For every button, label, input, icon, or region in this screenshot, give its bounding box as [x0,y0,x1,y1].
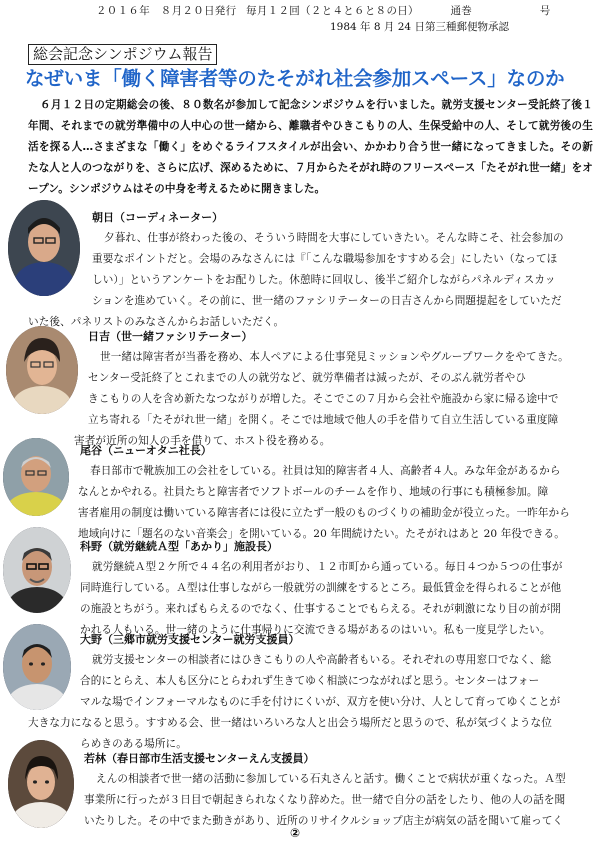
speaker-text-ohno-tail [28,713,552,755]
number-label: 号 [539,5,551,17]
text-line: 合的にとらえ、本人も区分にとらわれず生きてゆく相談につながればと思う。センターはフォー [80,675,540,687]
text-line: きこもりの人を含め新たなつながりが増した。そこでこの７月から会社や施設から家に帰る途中で [88,393,559,405]
text-line: 就労継続Ａ型２ケ所で４４名の利用者がおり、１２市町から通っている。毎日４つか５つの仕事が [92,561,563,573]
text-line: 大きな力になると思う。すすめる会、世一緒はいろいろな人と出会う場所だと思うので、私が気づくような位 [28,717,552,729]
speaker-photo-hiyoshi [6,326,78,414]
text-line: 世一緒は障害者が当番を務め、本人ペアによる仕事発見ミッションやグループワークをやてきた。 [100,351,569,363]
intro-paragraph: ６月１２日の定期総会の後、８０数名が参加して記念シンポジウムを行いました。就労支援センター受託終了後１年間、それまでの就労準備中の人中心の世一緒から、離職者やひきこもりの人、生保受給中の人、そして就労後の生活を探る人…さまざまな「働く」をめぐるライフスタイルが出会い、かかわり合う世一緒になってきました。その新たな人と人のつながりを、さらに広げ、深めるために、７月からたそがれ時のフリースペース「たそがれ世一緒」をオープン。シンポジウムはその中身を考えるために開きました。 [28,99,593,195]
postal-approval: 1984 年 8 月 24 日第三種郵便物承認 [330,21,509,33]
text-line: センター受託終了とこれまでの人の就労など、就労準備者は減ったが、そのぶん就労者やひ [88,372,527,384]
speaker-photo-asahi [8,200,80,296]
speaker-photo-ohno [3,624,71,710]
text-line: 害者が近所の知人の手を借りて、ホスト役を務める。 [74,435,331,447]
text-line: かれる人もいる。世一緒のように仕事帰りに交流できる場があるのはいい。私も一度見学したい。 [80,624,551,636]
speaker-text-kano [80,557,563,641]
speaker-name-kano: 科野（就労継続Ａ型「あかり」施設長） [80,540,278,553]
text-line: 重要なポイントだと。会場のみなさんには『「こんな職場参加をすすめる会」にしたい（なってほ [92,253,558,265]
portrait-icon [8,740,74,828]
speaker-text-ohno [80,650,560,713]
speaker-photo-kano [3,527,71,613]
speaker-name-asahi: 朝日（コーディネーター） [92,211,224,224]
issue-frequency: 毎月１２回（２と４と６と８の日） [246,5,419,17]
speaker-name-otani: 尾谷（ニューオタニ社長） [80,444,212,457]
section-label: 総会記念シンポジウム報告 [28,44,217,65]
text-line: 地域向けに「題名のない音楽会」を開いている。20 年間続けたい。たそがれはあと 20 年役できる。 [78,528,565,540]
text-line: いた後、パネリストのみなさんからお話しいただく。 [28,316,285,328]
text-line: ションを進めていく。その前に、世一緒のファシリテーターの日吉さんから問題提起をしていただ [92,295,562,307]
text-line: の施設とちがう。来ればもらえるのでなく、仕事することでもらえる。それが刺激になり目の前が開 [80,603,562,615]
text-line: マルな場でインフォーマルなものに手を付けにくいが、双方を使い分け、人として育ってゆくことが [80,696,561,708]
text-line: 就労支援センターの相談者にはひきこもりの人や高齢者もいる。それぞれの専用窓口でなく、総 [92,654,552,666]
masthead-line-1 [96,3,557,18]
speaker-name-hiyoshi: 日吉（世一緒ファシリテーター） [88,330,253,343]
portrait-icon [3,438,69,516]
text-line: らめきのある場所に。 [80,738,187,750]
speaker-text-otani [78,461,570,545]
speaker-text-asahi [92,228,564,312]
text-line: しい）」というアンケートをお配りした。休憩時に回収し、後半ご紹介しながらパネルディスカッ [92,274,556,286]
text-line: 害者雇用の制度は働いている障害者には役に立たず一般のものづくりの補助金が役立った。一昨年から [78,507,570,519]
speaker-name-ohno: 大野（三郷市就労支援センター就労支援員） [80,633,300,646]
text-line: 立ち寄れる「たそがれ世一緒」を開く。そこでは地域で他人の手を借りて自立生活している重度障 [88,414,559,426]
speaker-name-wakabayashi: 若林（春日部市生活支援センターえん支援員） [84,752,315,765]
headline: なぜいま「働く障害者等のたそがれ社会参加スペース」なのか [25,67,565,90]
text-line: えんの相談者で世一緒の活動に参加している石丸さんと話す。働くことで病状が重くなった。Ａ型 [96,773,566,785]
portrait-icon [3,527,71,613]
speaker-text-hiyoshi [88,347,569,431]
volume-label: 通巻 [450,5,473,17]
text-line: 事業所に行ったが３日目で朝起きられなくなり辞めた。世一緒で自分の話をしたり、他の人の話を聞 [84,794,566,806]
text-line: 夕暮れ、仕事が終わった後の、そういう時間を大事にしていきたい。そんな時こそ、社会参加の [104,232,564,244]
speaker-text-wakabayashi [84,769,566,832]
speaker-photo-otani [3,438,69,516]
portrait-icon [8,200,80,296]
text-line: 春日部市で靴族加工の会社をしている。社員は知的障害者４人、高齢者４人。みな年金があるから [90,465,561,477]
portrait-icon [6,326,78,414]
text-line: なんとかやれる。社員たちと障害者でソフトボールのチームを作り、地域の行事にも積極参加。障 [78,486,549,498]
page-number: ② [290,826,301,840]
speaker-photo-wakabayashi [8,740,74,828]
issue-date: ２０１６年 ８月２０日発行 [96,5,237,17]
portrait-icon [3,624,71,710]
text-line: 同時進行している。Ａ型は仕事しながら一般就労の訓練をするところ。最低賃金を得られることが他 [80,582,562,594]
text-line: いたりした。その中でまた動きがあり、近所のリサイクルショップ店主が病気の話を聞いて雇ってく [84,815,564,827]
